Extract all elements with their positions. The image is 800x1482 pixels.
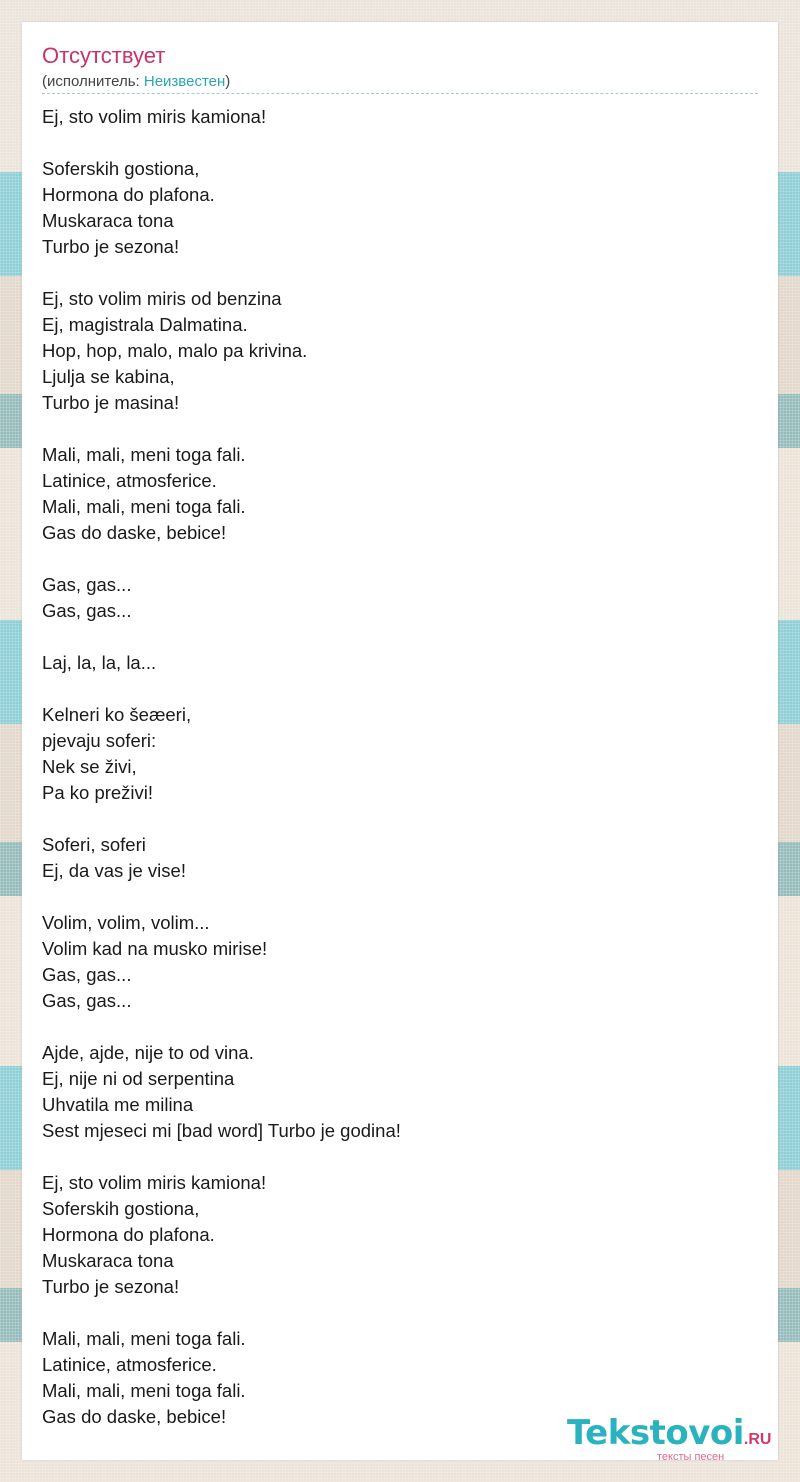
lyric-line: Muskaraca tona	[42, 1250, 174, 1271]
logo-tld: .RU	[743, 1431, 772, 1448]
lyric-line: Latinice, atmosferice.	[42, 1354, 217, 1375]
lyric-line: Volim kad na musko mirise!	[42, 938, 268, 959]
lyric-line: Ej, magistrala Dalmatina.	[42, 314, 248, 335]
lyric-line: Ajde, ajde, nije to od vina.	[42, 1042, 254, 1063]
lyric-line: Gas do daske, bebice!	[42, 1406, 227, 1427]
lyric-line: Laj, la, la, la...	[42, 652, 157, 673]
stanza-break	[42, 130, 752, 156]
stanza-break	[42, 806, 752, 832]
lyric-line: Muskaraca tona	[42, 210, 174, 231]
lyric-line: Turbo je sezona!	[42, 236, 180, 257]
lyric-line: Nek se živi,	[42, 756, 137, 777]
lyric-line: Gas, gas...	[42, 964, 132, 985]
lyric-line: Mali, mali, meni toga fali.	[42, 1380, 246, 1401]
lyric-line: Ej, da vas je vise!	[42, 860, 186, 881]
song-title: Отсутствует	[42, 43, 166, 68]
lyric-line: Gas do daske, bebice!	[42, 522, 227, 543]
lyric-line: Mali, mali, meni toga fali.	[42, 444, 246, 465]
lyric-line: Hormona do plafona.	[42, 1224, 215, 1245]
stanza-break	[42, 884, 752, 910]
lyric-line: Soferi, soferi	[42, 834, 146, 855]
lyric-line: Gas, gas...	[42, 990, 132, 1011]
stanza-break	[42, 546, 752, 572]
artist-line	[42, 73, 230, 91]
artist-prefix: (исполнитель:	[42, 73, 144, 90]
lyric-line: Uhvatila me milina	[42, 1094, 194, 1115]
lyric-line: Gas, gas...	[42, 574, 132, 595]
lyric-line: Hormona do plafona.	[42, 184, 215, 205]
lyric-line: Gas, gas...	[42, 600, 132, 621]
artist-link[interactable]: Неизвестен	[143, 73, 226, 90]
artist-suffix: )	[225, 73, 231, 90]
lyric-line: Turbo je masina!	[42, 392, 180, 413]
lyric-line: Mali, mali, meni toga fali.	[42, 1328, 246, 1349]
stanza-break	[42, 1144, 752, 1170]
lyric-line: Ej, sto volim miris kamiona!	[42, 106, 267, 127]
stanza-break	[42, 1014, 752, 1040]
lyrics-text	[42, 104, 752, 1430]
stanza-break	[42, 260, 752, 286]
stanza-break	[42, 676, 752, 702]
lyric-line: Hop, hop, malo, malo pa krivina.	[42, 340, 308, 361]
lyrics-card	[22, 22, 778, 1463]
lyric-line: Soferskih gostiona,	[42, 158, 200, 179]
lyric-line: Ej, sto volim miris kamiona!	[42, 1172, 267, 1193]
title-divider	[42, 93, 758, 94]
site-logo[interactable]	[567, 1413, 772, 1463]
lyric-line: Mali, mali, meni toga fali.	[42, 496, 246, 517]
lyric-line: Turbo je sezona!	[42, 1276, 180, 1297]
lyric-line: Kelneri ko šeæeri,	[42, 704, 192, 725]
logo-tagline: тексты песен	[657, 1451, 725, 1463]
lyric-line: Ej, sto volim miris od benzina	[42, 288, 282, 309]
stanza-break	[42, 1300, 752, 1326]
logo-name: Tekstovoi	[567, 1413, 744, 1453]
lyric-line: Sest mjeseci mi [bad word] Turbo je godina!	[42, 1120, 401, 1141]
lyric-line: Ej, nije ni od serpentina	[42, 1068, 235, 1089]
stanza-break	[42, 624, 752, 650]
stanza-break	[42, 416, 752, 442]
lyric-line: Latinice, atmosferice.	[42, 470, 217, 491]
lyric-line: Volim, volim, volim...	[42, 912, 210, 933]
lyric-line: Pa ko preživi!	[42, 782, 154, 803]
lyric-line: Ljulja se kabina,	[42, 366, 175, 387]
lyric-line: pjevaju soferi:	[42, 730, 157, 751]
lyric-line: Soferskih gostiona,	[42, 1198, 200, 1219]
